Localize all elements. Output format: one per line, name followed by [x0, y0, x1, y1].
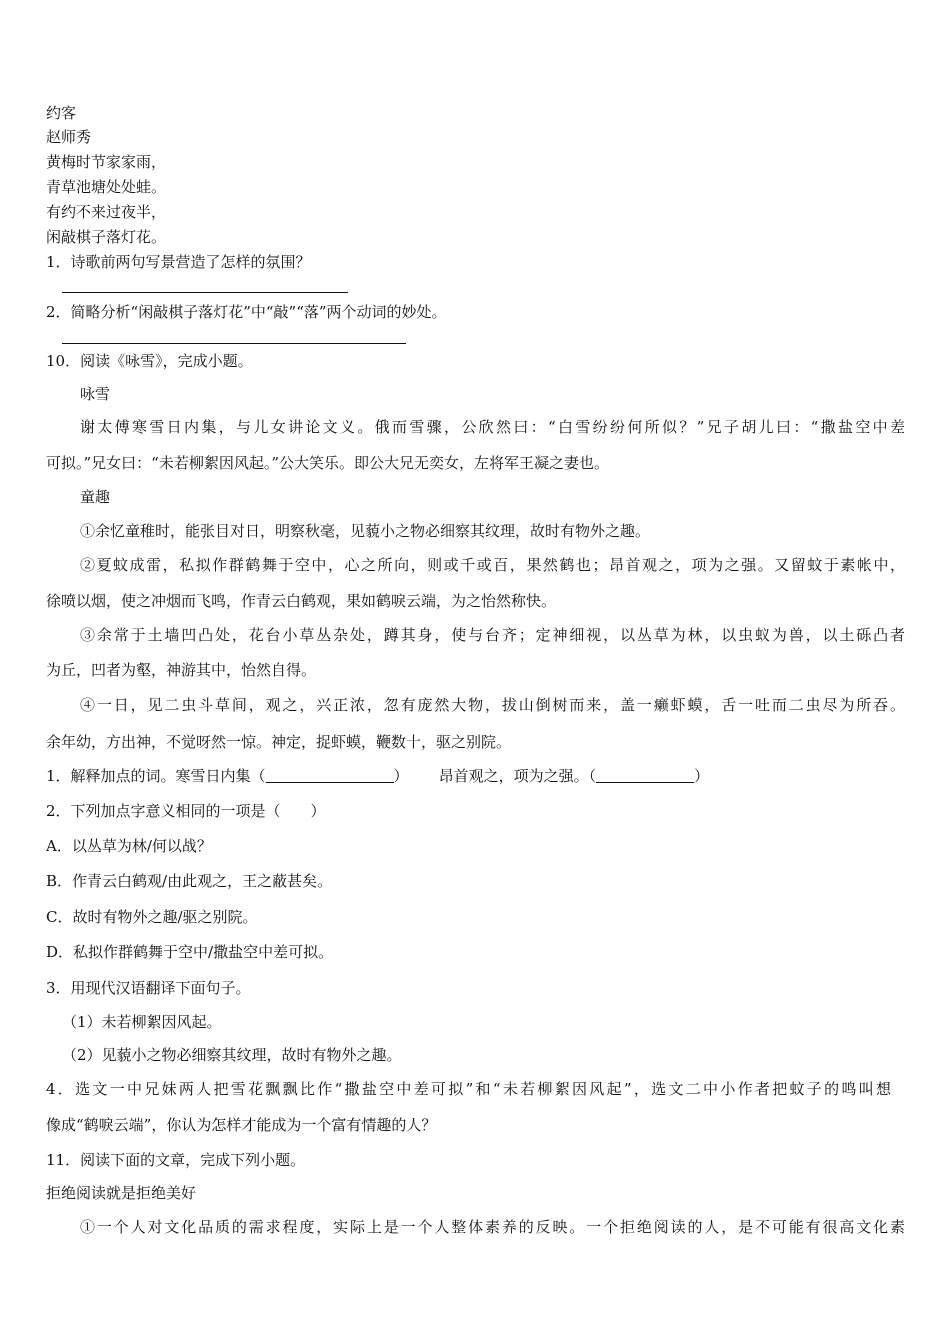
- question-text: 昂首观之，项为之强。（: [438, 767, 597, 785]
- option-a: A．以丛草为林/何以战？: [46, 837, 212, 855]
- paren: ）: [393, 767, 409, 785]
- passage-line: ①一个人对文化品质的需求程度，实际上是一个人整体素养的反映。一个拒绝阅读的人，是不可能有很高文化素: [80, 1218, 905, 1236]
- question: 1．诗歌前两句写景营造了怎样的氛围？: [46, 253, 311, 271]
- question: 像成“鹤唳云端”，你认为怎样才能成为一个富有情趣的人？: [46, 1116, 437, 1134]
- passage-line: 可拟。”兄女曰：“未若柳絮因风起。”公大笑乐。即公大兄无奕女，左将军王凝之妻也。: [46, 454, 610, 472]
- poem-line: 青草池塘处处蛙。: [46, 178, 167, 196]
- answer-blank[interactable]: [266, 767, 394, 783]
- question: 3．用现代汉语翻译下面句子。: [46, 979, 251, 997]
- poem-author: 赵师秀: [46, 128, 92, 146]
- question-heading: 11．阅读下面的文章，完成下列小题。: [46, 1151, 306, 1169]
- poem-title: 约客: [46, 104, 77, 122]
- passage-title: 咏雪: [80, 385, 111, 403]
- question-heading: 10．阅读《咏雪》，完成小题。: [46, 352, 253, 370]
- sub-question: （1）未若柳絮因风起。: [62, 1013, 222, 1031]
- poem-line: 有约不来过夜半，: [46, 203, 167, 221]
- passage-line: 余年幼，方出神，不觉呀然一惊。神定，捉虾蟆，鞭数十，驱之别院。: [46, 733, 512, 751]
- question: [46, 766, 709, 786]
- passage-line: 为丘，凹者为壑，神游其中，怡然自得。: [46, 661, 317, 679]
- answer-line: [62, 292, 348, 293]
- question: 2．下列加点字意义相同的一项是（ ）: [46, 802, 326, 820]
- passage-line: 谢太傅寒雪日内集，与儿女讲论文义。俄而雪骤，公欣然曰：“白雪纷纷何所似？”兄子胡儿曰：“撒盐空中差: [80, 418, 905, 436]
- passage-line: ④一日，见二虫斗草间，观之，兴正浓，忽有庞然大物，拔山倒树而来，盖一癞虾蟆，舌一吐而二虫尽为所吞。: [80, 696, 905, 714]
- option-c: C．故时有物外之趣/驱之别院。: [46, 908, 258, 926]
- answer-line: [62, 343, 406, 344]
- poem-line: 闲敲棋子落灯花。: [46, 228, 167, 246]
- question-text: 1．解释加点的词。寒雪日内集（: [46, 767, 266, 785]
- passage-line: 徐喷以烟，使之冲烟而飞鸣，作青云白鹤观，果如鹤唳云端，为之怡然称快。: [46, 592, 557, 610]
- question: 2．简略分析“闲敲棋子落灯花”中“敲”“落”两个动词的妙处。: [46, 303, 447, 321]
- poem-line: 黄梅时节家家雨，: [46, 153, 167, 171]
- paren: ）: [694, 767, 710, 785]
- passage-title: 童趣: [80, 488, 111, 506]
- option-b: B．作青云白鹤观/由此观之，王之蔽甚矣。: [46, 872, 333, 890]
- answer-blank[interactable]: [596, 767, 694, 783]
- question: 4．选文一中兄妹两人把雪花飘飘比作“撒盐空中差可拟”和“未若柳絮因风起”，选文二中小作者把蚊子的鸣叫想: [46, 1080, 891, 1098]
- option-d: D．私拟作群鹤舞于空中/撒盐空中差可拟。: [46, 943, 334, 961]
- passage-line: ①余忆童稚时，能张目对日，明察秋毫，见藐小之物必细察其纹理，故时有物外之趣。: [80, 522, 651, 540]
- passage-line: ②夏蚊成雷，私拟作群鹤舞于空中，心之所向，则或千或百，果然鹤也；昂首观之，项为之强。又留蚊于素帐中，: [80, 556, 905, 574]
- passage-title: 拒绝阅读就是拒绝美好: [46, 1184, 197, 1202]
- passage-line: ③余常于土墙凹凸处，花台小草丛杂处，蹲其身，使与台齐；定神细视，以丛草为林，以虫蚁为兽，以土砾凸者: [80, 626, 905, 644]
- sub-question: （2）见藐小之物必细察其纹理，故时有物外之趣。: [62, 1046, 402, 1064]
